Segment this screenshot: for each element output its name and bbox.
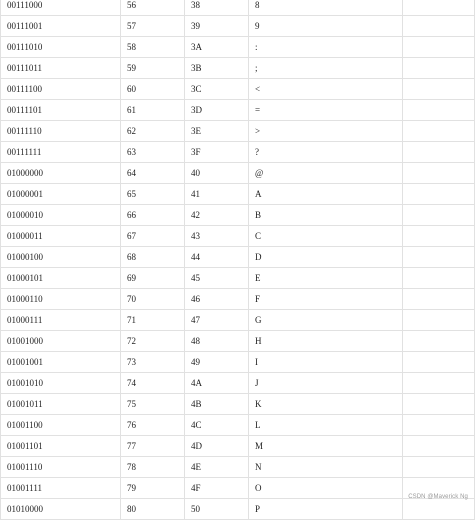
cell-hex: 50 xyxy=(185,499,249,520)
cell-bin: 01001001 xyxy=(1,352,121,373)
cell-char: J xyxy=(249,373,403,394)
table-row xyxy=(1,121,475,142)
cell-bin: 01000101 xyxy=(1,268,121,289)
table-row xyxy=(1,436,475,457)
cell-dec: 80 xyxy=(121,499,185,520)
cell-dec: 68 xyxy=(121,247,185,268)
cell-empty xyxy=(403,121,475,142)
cell-dec: 57 xyxy=(121,16,185,37)
cell-dec: 78 xyxy=(121,457,185,478)
cell-dec: 64 xyxy=(121,163,185,184)
table-row xyxy=(1,163,475,184)
cell-empty xyxy=(403,289,475,310)
cell-bin: 01000011 xyxy=(1,226,121,247)
cell-hex: 4A xyxy=(185,373,249,394)
cell-empty xyxy=(403,415,475,436)
cell-bin: 00111000 xyxy=(1,0,121,16)
cell-empty xyxy=(403,0,475,16)
table-row xyxy=(1,184,475,205)
cell-bin: 01001111 xyxy=(1,478,121,499)
cell-hex: 4C xyxy=(185,415,249,436)
table-row xyxy=(1,310,475,331)
cell-bin: 01000010 xyxy=(1,205,121,226)
cell-empty xyxy=(403,205,475,226)
cell-empty xyxy=(403,100,475,121)
cell-empty xyxy=(403,331,475,352)
table-row xyxy=(1,79,475,100)
cell-hex: 44 xyxy=(185,247,249,268)
cell-hex: 49 xyxy=(185,352,249,373)
table-row xyxy=(1,499,475,520)
cell-char: M xyxy=(249,436,403,457)
cell-char: 8 xyxy=(249,0,403,16)
cell-bin: 01001100 xyxy=(1,415,121,436)
table-row xyxy=(1,142,475,163)
cell-bin: 00111001 xyxy=(1,16,121,37)
cell-char: B xyxy=(249,205,403,226)
cell-hex: 42 xyxy=(185,205,249,226)
cell-char: H xyxy=(249,331,403,352)
cell-char: A xyxy=(249,184,403,205)
table-row xyxy=(1,394,475,415)
cell-empty xyxy=(403,184,475,205)
table-row xyxy=(1,37,475,58)
cell-bin: 01000001 xyxy=(1,184,121,205)
cell-empty xyxy=(403,268,475,289)
table-row xyxy=(1,205,475,226)
cell-empty xyxy=(403,352,475,373)
cell-bin: 01010000 xyxy=(1,499,121,520)
cell-hex: 3C xyxy=(185,79,249,100)
cell-dec: 74 xyxy=(121,373,185,394)
watermark: CSDN @Maverick Ng xyxy=(408,494,468,500)
ascii-table-body xyxy=(1,0,475,520)
cell-bin: 00111100 xyxy=(1,79,121,100)
cell-empty xyxy=(403,499,475,520)
cell-char: G xyxy=(249,310,403,331)
cell-bin: 01001011 xyxy=(1,394,121,415)
cell-char: @ xyxy=(249,163,403,184)
cell-dec: 67 xyxy=(121,226,185,247)
cell-hex: 4B xyxy=(185,394,249,415)
cell-hex: 47 xyxy=(185,310,249,331)
cell-char: < xyxy=(249,79,403,100)
cell-hex: 3D xyxy=(185,100,249,121)
cell-bin: 01001010 xyxy=(1,373,121,394)
cell-empty xyxy=(403,436,475,457)
cell-dec: 61 xyxy=(121,100,185,121)
cell-hex: 39 xyxy=(185,16,249,37)
cell-dec: 65 xyxy=(121,184,185,205)
cell-bin: 00111011 xyxy=(1,58,121,79)
cell-bin: 00111110 xyxy=(1,121,121,142)
cell-hex: 43 xyxy=(185,226,249,247)
cell-dec: 79 xyxy=(121,478,185,499)
cell-char: I xyxy=(249,352,403,373)
cell-hex: 46 xyxy=(185,289,249,310)
cell-char: ? xyxy=(249,142,403,163)
cell-char: ; xyxy=(249,58,403,79)
cell-dec: 58 xyxy=(121,37,185,58)
cell-hex: 45 xyxy=(185,268,249,289)
cell-empty xyxy=(403,394,475,415)
cell-dec: 56 xyxy=(121,0,185,16)
cell-empty xyxy=(403,373,475,394)
cell-bin: 01000100 xyxy=(1,247,121,268)
cell-bin: 00111010 xyxy=(1,37,121,58)
cell-char: N xyxy=(249,457,403,478)
cell-bin: 00111101 xyxy=(1,100,121,121)
cell-char: K xyxy=(249,394,403,415)
cell-dec: 63 xyxy=(121,142,185,163)
cell-empty xyxy=(403,142,475,163)
cell-dec: 75 xyxy=(121,394,185,415)
table-row xyxy=(1,415,475,436)
table-row xyxy=(1,478,475,499)
cell-dec: 73 xyxy=(121,352,185,373)
cell-hex: 3F xyxy=(185,142,249,163)
table-row xyxy=(1,226,475,247)
cell-dec: 62 xyxy=(121,121,185,142)
cell-char: L xyxy=(249,415,403,436)
cell-dec: 71 xyxy=(121,310,185,331)
cell-dec: 77 xyxy=(121,436,185,457)
cell-char: D xyxy=(249,247,403,268)
cell-hex: 4D xyxy=(185,436,249,457)
cell-dec: 59 xyxy=(121,58,185,79)
cell-char: C xyxy=(249,226,403,247)
table-row xyxy=(1,289,475,310)
cell-char: : xyxy=(249,37,403,58)
cell-hex: 3B xyxy=(185,58,249,79)
table-row xyxy=(1,457,475,478)
table-row xyxy=(1,331,475,352)
cell-dec: 69 xyxy=(121,268,185,289)
table-row xyxy=(1,0,475,16)
cell-char: > xyxy=(249,121,403,142)
cell-empty xyxy=(403,58,475,79)
cell-hex: 4E xyxy=(185,457,249,478)
cell-char: O xyxy=(249,478,403,499)
table-row xyxy=(1,268,475,289)
cell-hex: 38 xyxy=(185,0,249,16)
cell-hex: 41 xyxy=(185,184,249,205)
cell-dec: 60 xyxy=(121,79,185,100)
table-row xyxy=(1,100,475,121)
cell-empty xyxy=(403,247,475,268)
table-row xyxy=(1,352,475,373)
cell-char: F xyxy=(249,289,403,310)
cell-bin: 01000000 xyxy=(1,163,121,184)
cell-char: 9 xyxy=(249,16,403,37)
table-row xyxy=(1,247,475,268)
cell-dec: 70 xyxy=(121,289,185,310)
cell-empty xyxy=(403,163,475,184)
cell-empty xyxy=(403,457,475,478)
table-row xyxy=(1,58,475,79)
cell-empty xyxy=(403,310,475,331)
cell-empty xyxy=(403,226,475,247)
cell-dec: 76 xyxy=(121,415,185,436)
cell-bin: 00111111 xyxy=(1,142,121,163)
cell-hex: 48 xyxy=(185,331,249,352)
cell-bin: 01001110 xyxy=(1,457,121,478)
cell-hex: 3E xyxy=(185,121,249,142)
cell-char: E xyxy=(249,268,403,289)
cell-bin: 01000110 xyxy=(1,289,121,310)
cell-bin: 01001101 xyxy=(1,436,121,457)
cell-char: P xyxy=(249,499,403,520)
cell-dec: 66 xyxy=(121,205,185,226)
cell-dec: 72 xyxy=(121,331,185,352)
table-row xyxy=(1,373,475,394)
cell-bin: 01001000 xyxy=(1,331,121,352)
cell-hex: 40 xyxy=(185,163,249,184)
cell-char: = xyxy=(249,100,403,121)
cell-empty xyxy=(403,16,475,37)
cell-hex: 3A xyxy=(185,37,249,58)
cell-bin: 01000111 xyxy=(1,310,121,331)
table-row xyxy=(1,16,475,37)
cell-empty xyxy=(403,79,475,100)
cell-hex: 4F xyxy=(185,478,249,499)
cell-empty xyxy=(403,37,475,58)
